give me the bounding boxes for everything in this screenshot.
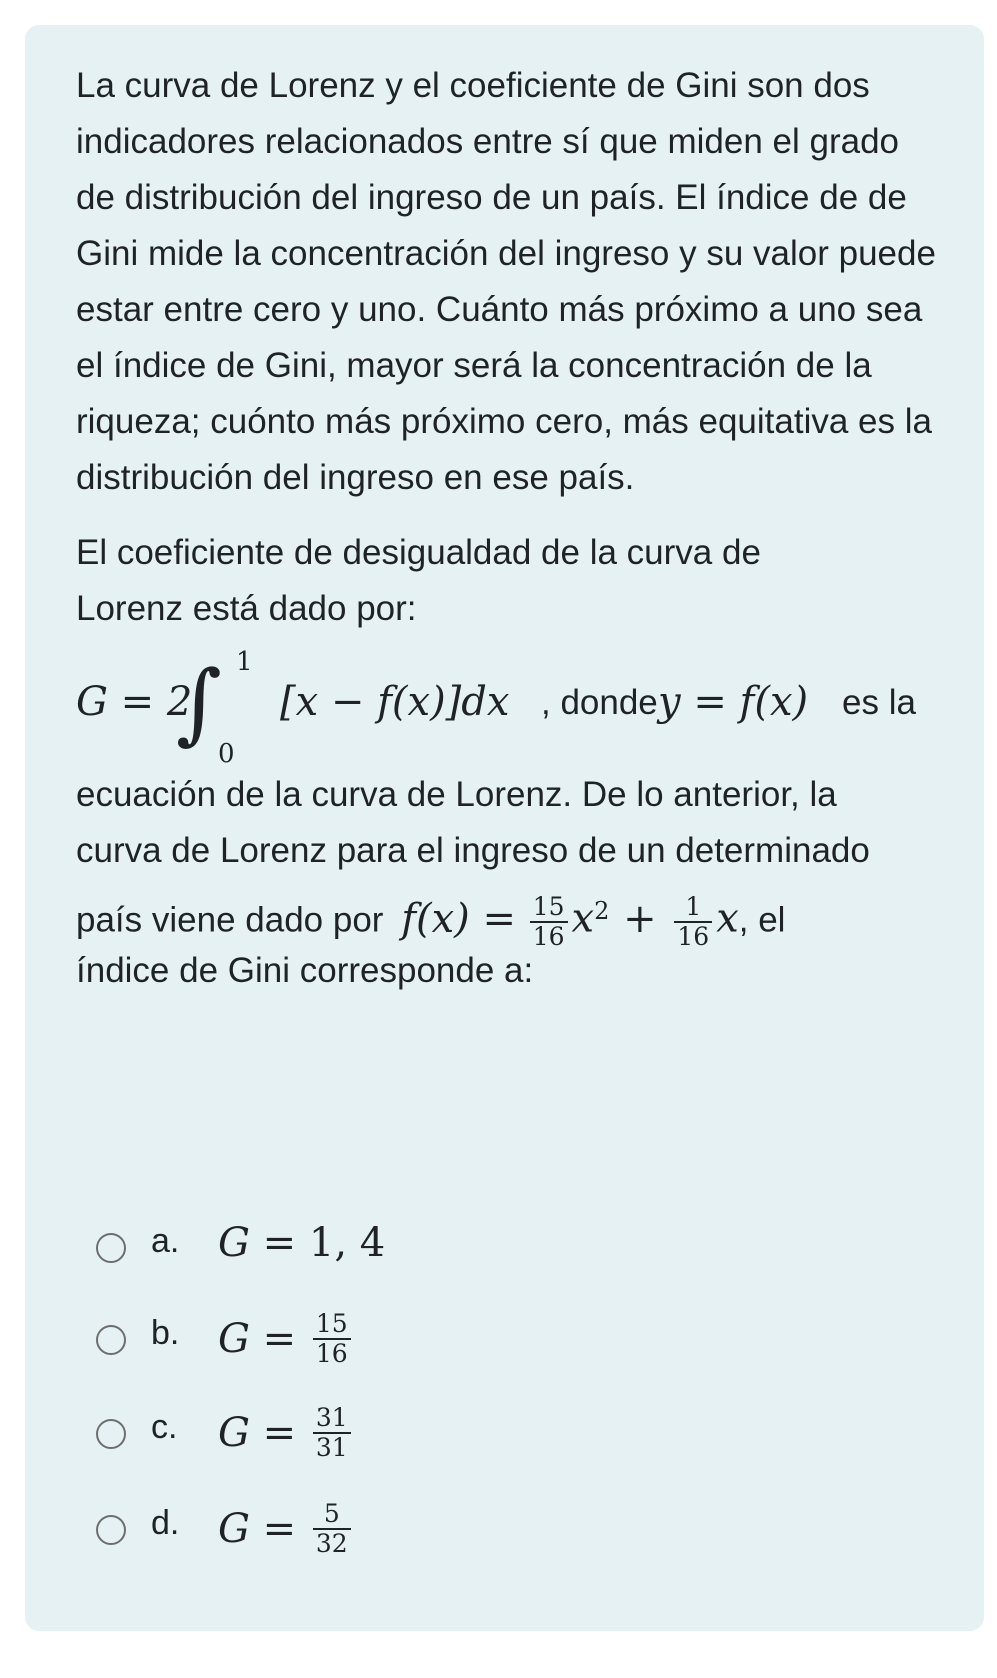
pais-text: país viene dado por	[76, 900, 384, 940]
integrand: [x − f(x)]dx	[280, 679, 510, 725]
function-line	[76, 879, 946, 952]
formula-G: G = 2	[76, 679, 193, 725]
option-d[interactable]	[96, 1492, 696, 1572]
option-fraction	[313, 1404, 351, 1462]
fraction-numerator: 31	[313, 1404, 351, 1434]
integral-lower-limit: 0	[218, 739, 235, 769]
es-la-text: es la	[842, 683, 916, 722]
fraction-1-16	[674, 893, 712, 951]
fx-lhs: f(x) =	[401, 895, 516, 942]
integral-sign: ∫	[176, 651, 222, 754]
exponent: 2	[594, 897, 610, 925]
radio-button[interactable]	[96, 1419, 126, 1449]
option-letter: c.	[151, 1408, 178, 1446]
fraction-15-16	[530, 893, 568, 951]
option-formula	[218, 1500, 355, 1558]
paragraph3-line2: curva de Lorenz para el ingreso de un determinado	[76, 831, 870, 870]
option-letter: a.	[151, 1222, 180, 1260]
option-fraction	[313, 1310, 351, 1368]
fraction-numerator: 15	[313, 1310, 351, 1340]
option-a[interactable]	[96, 1210, 696, 1290]
integral-upper-limit: 1	[236, 647, 253, 677]
question-text	[76, 58, 946, 999]
el-text: , el	[738, 900, 786, 940]
intro-paragraph: La curva de Lorenz y el coeficiente de Gini son dos indicadores relacionados entre sí que miden el grado de distribución del ingreso de un país. El índice de de Gini mide la concentración del ingreso y su valor puede estar entre cero y uno. Cuánto más próximo a uno sea el índice de Gini, mayor será la concentración de la riqueza; cuónto más próximo cero, más equitativa es la distribución del ingreso en ese país.	[76, 66, 936, 497]
paragraph3-last: índice de Gini corresponde a:	[76, 951, 534, 990]
radio-button[interactable]	[96, 1233, 126, 1263]
option-fraction	[313, 1500, 351, 1558]
option-lhs: G =	[218, 1220, 309, 1266]
donde-text: , donde	[541, 683, 658, 722]
option-value: 1, 4	[308, 1220, 386, 1266]
definition-paragraph: El coeficiente de desigualdad de la curva de Lorenz está dado por:	[76, 533, 761, 628]
option-letter: b.	[151, 1314, 180, 1352]
x-squared-base: x	[571, 895, 595, 942]
plus-sign: +	[623, 895, 657, 942]
option-lhs: G =	[218, 1410, 309, 1456]
option-lhs: G =	[218, 1506, 309, 1552]
fraction-denominator: 31	[315, 1433, 348, 1462]
paragraph3-line1: ecuación de la curva de Lorenz. De lo anterior, la	[76, 775, 837, 814]
option-letter: d.	[151, 1504, 180, 1542]
option-formula	[218, 1404, 355, 1462]
option-lhs: G =	[218, 1316, 309, 1362]
fraction-numerator: 15	[530, 893, 568, 923]
fraction-denominator: 16	[315, 1339, 348, 1368]
fraction-denominator: 16	[532, 922, 565, 952]
fraction-numerator: 1	[674, 893, 712, 923]
fraction-denominator: 16	[677, 922, 710, 952]
y-equals-fx: y = f(x)	[658, 679, 809, 725]
option-c[interactable]	[96, 1396, 696, 1476]
radio-button[interactable]	[96, 1515, 126, 1545]
option-b[interactable]	[96, 1302, 696, 1382]
option-formula	[218, 1310, 355, 1368]
radio-button[interactable]	[96, 1325, 126, 1355]
gini-formula	[76, 647, 946, 777]
fraction-numerator: 5	[313, 1500, 351, 1530]
x-linear: x	[716, 895, 739, 942]
fraction-denominator: 32	[315, 1529, 348, 1558]
option-formula	[218, 1220, 385, 1266]
